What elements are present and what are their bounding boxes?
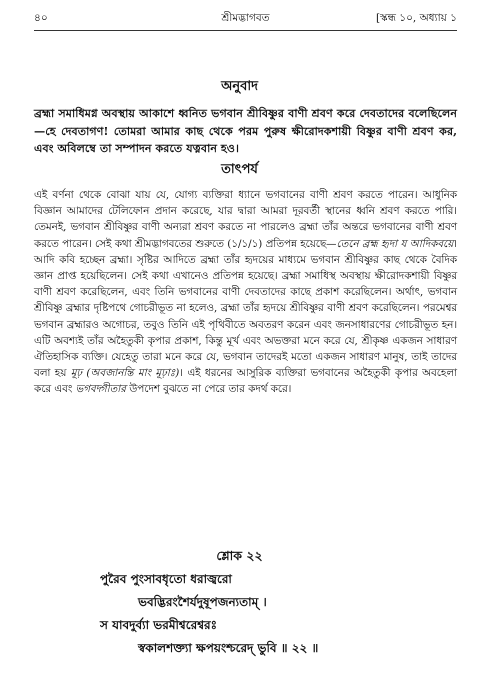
page-header xyxy=(34,11,457,27)
translation-heading: অনুবাদ xyxy=(221,79,258,94)
verse-heading: শ্লোক ২২ xyxy=(216,548,263,563)
translation-text: ব্রহ্মা সমাধিমগ্ন অবস্থায় আকাশে ধ্বনিত ভগবান শ্রীবিষ্ণুর বাণী শ্রবণ করে দেবতাদের বলেছিলেন—হে দেবতাগণ! তোমরা আমার কাছ থেকে পরম পুরুষ ক্ষীরোদকশায়ী বিষ্ণুর বাণী শ্রবণ কর, এবং অবিলম্বে তা সম্পাদন করতে যত্নবান হও। xyxy=(34,106,457,155)
purport-heading: তাৎপর্য xyxy=(221,162,258,177)
header-rule xyxy=(34,30,457,31)
page-number: ৪০ xyxy=(34,12,48,24)
purport-segment-4: উপদেশ বুঝতে না পেরে তার কদর্থ করে। xyxy=(125,383,292,396)
quote-mudha: মূঢ় (অবজানন্তি মাং মূঢ়াঃ) xyxy=(70,367,180,380)
quote-bhagavad-gita: ভগবদ্গীতার xyxy=(75,383,126,396)
chapter-reference: [স্কন্ধ ১০, অধ্যায় ১ xyxy=(375,12,457,24)
purport-segment-2: । আদি কবি হচ্ছেন ব্রহ্মা। সৃষ্টির আদিতে ব্রহ্মা তাঁর হৃদয়ের মাধ্যমে ভগবান শ্রীবিষ্ণুর কাছ থেকে বৈদিক জ্ঞান প্রাপ্ত হয়েছিলেন। সেই কথা এখানেও প্রতিপন্ন হয়েছে। ব্রহ্মা সমাধিস্থ অবস্থায় ক্ষীরোদকশায়ী বিষ্ণুর বাণী শ্রবণ করেছিলেন, এবং তিনি ভগবানের বাণী দেবতাদের কাছে প্রকাশ করেছিলেন। অর্থাৎ, ভগবান শ্রীবিষ্ণু ব্রহ্মার দৃষ্টিপথে গোচরীভূত না হলেও, ব্রহ্মা তাঁর হৃদয়ে শ্রীবিষ্ণুর বাণী শ্রবণ করেছিলেন। পরমেশ্বর ভগবান ব্রহ্মারও অগোচর, তবুও তিনি এই পৃথিবীতে অবতরণ করেন এবং জনসাধারণের গোচরীভূত হন। এটি অবশ্যই তাঁর অহৈতুকী কৃপার প্রকাশ, কিন্তু মূর্খ এবং অভক্তরা মনে করে যে, শ্রীকৃষ্ণ একজন সাধারণ ঐতিহাসিক ব্যক্তি। যেহেতু তারা মনে করে যে, ভগবান তাদেরই মতো একজন সাধারণ মানুষ, তাই তাদের বলা হয় xyxy=(34,237,457,380)
quote-sb-1-1-1: তেনে ব্রহ্ম হৃদা য আদিকবয়ে xyxy=(336,237,454,250)
verse-line-3: স যাবদুর্ব্যা ভরমীশ্বরেশ্বরঃ xyxy=(100,618,218,632)
purport-segment-3: । এই ধরনের আসুরিক ব্যক্তিরা ভগবানের অহৈতুকী কৃপার অবহেলা করে এবং xyxy=(34,367,457,396)
purport-segment-1: এই বর্ণনা থেকে বোঝা যায় যে, যোগ্য ব্যক্তিরা ধ্যানে ভগবানের বাণী শ্রবণ করতে পারেন। আধুনিক বিজ্ঞান আমাদের টেলিফোন প্রদান করেছে, যার দ্বারা আমরা দূরবর্তী স্থানের ধ্বনি শ্রবণ করতে পারি। তেমনই, ভগবান শ্রীবিষ্ণুর বাণী অন্যরা শ্রবণ করতে না পারলেও ব্রহ্মা তাঁর অন্তরে ভগবানের বাণী শ্রবণ করতে পারেন। সেই কথা শ্রীমদ্ভাগবতের শুরুতে (১/১/১) প্রতিপন্ন হয়েছে— xyxy=(34,189,457,250)
verse-line-1: পুরৈব পুংসাবধৃতো ধরাজ্বরো xyxy=(100,572,232,586)
verse-line-2: ভবদ্ভিরংশৈর্যদুষূপজন্যতাম্‌ । xyxy=(138,595,267,609)
purport-text xyxy=(34,187,457,398)
verse-line-4: স্বকালশক্ত্যা ক্ষপয়ংশ্চরেদ্ ভুবি ॥ ২২ ॥ xyxy=(138,641,319,655)
running-title: শ্রীমদ্ভাগবত xyxy=(221,12,270,24)
